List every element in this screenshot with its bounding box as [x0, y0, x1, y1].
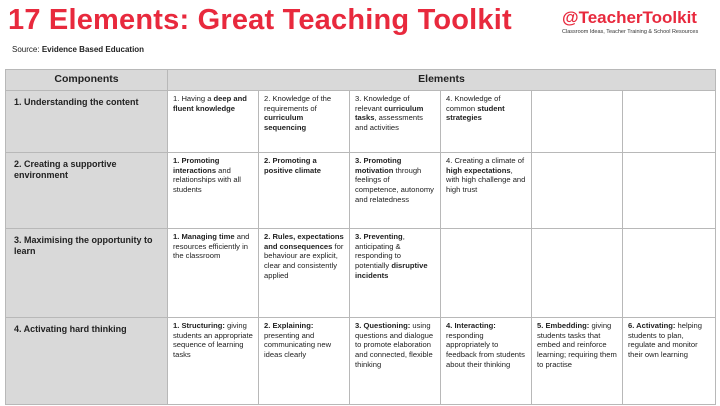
element-cell: 5. Embedding: giving students tasks that embed and reinforce learning; requiring them to practise [532, 318, 623, 405]
element-cell: 6. Activating: helping students to plan, regulate and monitor their own learning [623, 318, 716, 405]
element-cell: 4. Knowledge of common student strategies [441, 91, 532, 153]
element-cell: 2. Explaining: presenting and communicating new ideas clearly [259, 318, 350, 405]
empty-cell [441, 229, 532, 318]
header-elements: Elements [168, 70, 716, 91]
component-label: 1. Understanding the content [6, 91, 168, 153]
element-cell: 3. Knowledge of relevant curriculum tasks, assessments and activities [350, 91, 441, 153]
brand-tagline: Classroom Ideas, Teacher Training & School Resources [562, 29, 699, 35]
table-row [6, 91, 716, 153]
empty-cell [623, 91, 716, 153]
table-row [6, 153, 716, 229]
brand-name: @TeacherToolkit [562, 8, 697, 27]
empty-cell [623, 153, 716, 229]
header-components: Components [6, 70, 168, 91]
element-cell: 3. Questioning: using questions and dialogue to promote elaboration and connected, flexible thinking [350, 318, 441, 405]
element-cell: 3. Preventing, anticipating & responding to potentially disruptive incidents [350, 229, 441, 318]
empty-cell [623, 229, 716, 318]
table-row [6, 318, 716, 405]
component-label: 3. Maximising the opportunity to learn [6, 229, 168, 318]
table-row [6, 229, 716, 318]
element-cell: 2. Promoting a positive climate [259, 153, 350, 229]
empty-cell [532, 229, 623, 318]
elements-table [5, 69, 716, 405]
source-value: Evidence Based Education [41, 45, 145, 54]
component-label: 2. Creating a supportive environment [6, 153, 168, 229]
table-header-row [6, 70, 716, 91]
element-cell: 1. Promoting interactions and relationships with all students [168, 153, 259, 229]
source-line [12, 45, 144, 54]
element-cell: 3. Promoting motivation through feelings of competence, autonomy and relatedness [350, 153, 441, 229]
element-cell: 1. Structuring: giving students an appropriate sequence of learning tasks [168, 318, 259, 405]
element-cell: 2. Knowledge of the requirements of curriculum sequencing [259, 91, 350, 153]
element-cell: 4. Creating a climate of high expectations, with high challenge and high trust [441, 153, 532, 229]
page-title: 17 Elements: Great Teaching Toolkit [8, 4, 512, 36]
brand-logo [562, 8, 712, 35]
element-cell: 2. Rules, expectations and consequences for behaviour are explicit, clear and consistently applied [259, 229, 350, 318]
element-cell: 1. Managing time and resources efficiently in the classroom [168, 229, 259, 318]
component-label: 4. Activating hard thinking [6, 318, 168, 405]
element-cell: 1. Having a deep and fluent knowledge [168, 91, 259, 153]
element-cell: 4. Interacting: responding appropriately to feedback from students about their thinking [441, 318, 532, 405]
source-label: Source: [12, 45, 40, 54]
empty-cell [532, 153, 623, 229]
empty-cell [532, 91, 623, 153]
